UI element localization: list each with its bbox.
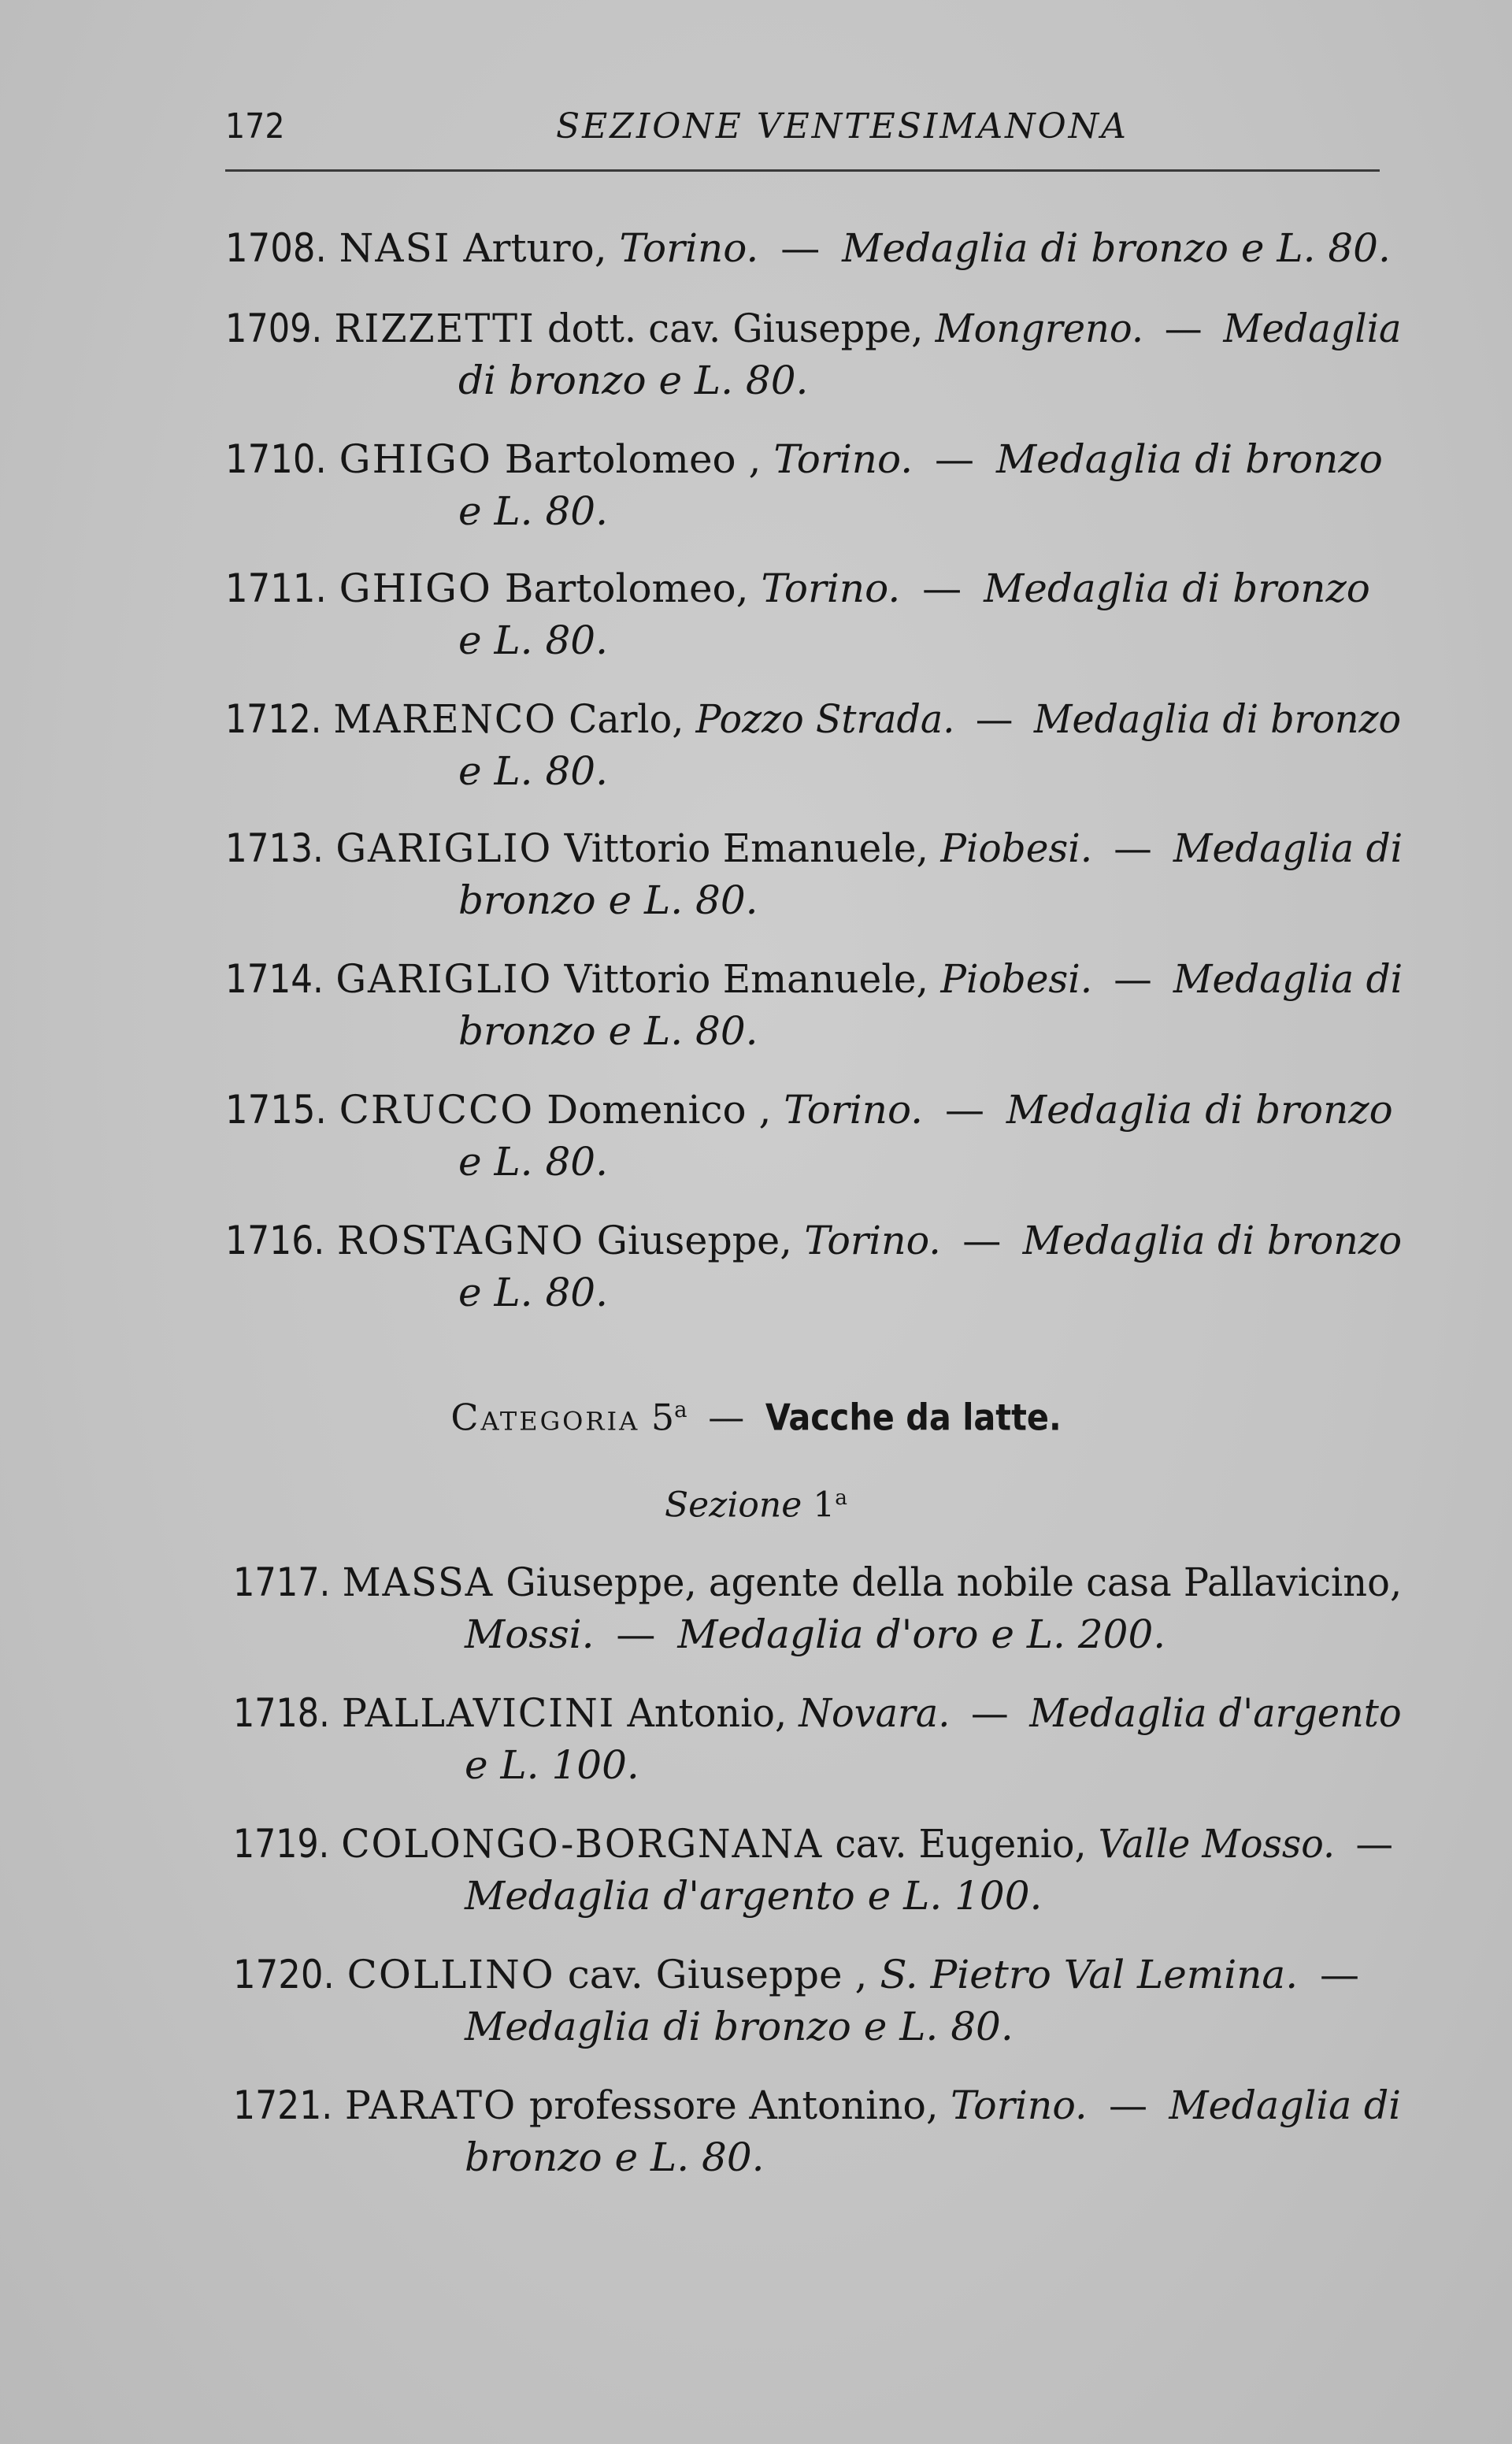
entry-name: ROSTAGNO [336, 1218, 585, 1263]
entry-line-1 [233, 1949, 1369, 2001]
entry-place: Torino. [804, 1218, 941, 1263]
entry-given: professore Antonino, [528, 2082, 939, 2128]
entry-name: MARENCO [333, 696, 557, 742]
entry-line-2: e L. 80. [458, 1139, 608, 1185]
entry-number: 1716. [225, 1218, 325, 1263]
entry-number: 1710. [225, 436, 327, 482]
entry-award: Medaglia d'oro e L. 200. [677, 1611, 1166, 1657]
entry-line-2: bronzo e L. 80. [458, 1008, 758, 1054]
entry-line-1 [225, 222, 1391, 274]
entry-given: Domenico , [547, 1087, 772, 1133]
entry-number: 1720. [233, 1952, 335, 1997]
page-number: 172 [225, 106, 285, 146]
section-heading [0, 1474, 1512, 1530]
category-dash: — [708, 1396, 745, 1439]
entry-line-2: bronzo e L. 80. [458, 877, 758, 923]
entry-line-1 [225, 693, 1401, 745]
entry-place: Mongreno. [935, 306, 1144, 351]
entry-dash: — [780, 225, 821, 271]
section-label: Sezione [664, 1485, 802, 1526]
entry-name: NASI [339, 225, 451, 271]
category-title: Vacche da latte. [765, 1396, 1062, 1439]
entry-line-2: e L. 80. [458, 488, 608, 534]
page-header [225, 102, 1380, 151]
entry-place: Torino. [761, 566, 901, 611]
entry-line-2: e L. 100. [465, 1742, 639, 1788]
entry-place: Torino. [951, 2082, 1088, 2128]
entry-award: Medaglia di bronzo [984, 566, 1370, 611]
entry-place: Pozzo Strada. [695, 696, 955, 742]
entry-given: Giuseppe, [596, 1218, 792, 1263]
entry-dash: — [616, 1611, 656, 1657]
category-number: 5 [650, 1396, 675, 1439]
entry-given: Vittorio Emanuele, [564, 825, 928, 871]
entry-dash: — [970, 1690, 1009, 1736]
entry-award: Medaglia di bronzo [1022, 1218, 1403, 1263]
entry-award: Medaglia d'argento [1029, 1690, 1402, 1736]
entry-line-1 [225, 1215, 1402, 1267]
entry-name: GHIGO [339, 566, 492, 611]
entry-line-2: Medaglia di bronzo e L. 80. [465, 2004, 1014, 2049]
entry-award: Medaglia di [1173, 825, 1403, 871]
entry-place: Torino. [773, 436, 914, 482]
entry-place: Piobesi. [940, 956, 1093, 1002]
entry-number: 1712. [225, 696, 322, 742]
entry-award: Medaglia di bronzo e L. 80. [842, 225, 1391, 271]
entry-dash: — [1164, 306, 1203, 351]
running-head: SEZIONE VENTESIMANONA [556, 106, 1128, 146]
entry-dash: — [1108, 2082, 1148, 2128]
entry-number: 1709. [225, 306, 323, 351]
entry-name: PARATO [344, 2082, 517, 2128]
entry-line-2: bronzo e L. 80. [465, 2134, 765, 2180]
section-number: 1 [813, 1485, 836, 1526]
entry-name: CRUCCO [339, 1087, 535, 1133]
entry-given: Arturo, [463, 225, 607, 271]
entry-award: Medaglia di [1169, 2082, 1401, 2128]
category-heading [0, 1385, 1512, 1442]
entry-given: Giuseppe, agente della nobile casa Pallavicino, [506, 1559, 1403, 1605]
entry-place: Novara. [799, 1690, 951, 1736]
entry-place: Torino. [784, 1087, 924, 1133]
entry-given: cav. Eugenio, [835, 1821, 1087, 1867]
entry-line-1 [233, 2079, 1401, 2131]
entry-given: cav. Giuseppe , [567, 1952, 868, 1997]
entry-number: 1719. [233, 1821, 330, 1867]
entry-line-1 [225, 562, 1370, 614]
entry-line-1 [225, 302, 1402, 354]
entry-number: 1714. [225, 956, 324, 1002]
entry-line-2: e L. 80. [458, 1270, 608, 1315]
entry-name: COLONGO-BORGNANA [341, 1821, 824, 1867]
entry-dash: — [945, 1087, 984, 1133]
entry-name: MASSA [342, 1559, 495, 1605]
entry-place: Torino. [619, 225, 759, 271]
entry-number: 1718. [233, 1690, 330, 1736]
entry-dash: — [1114, 825, 1152, 871]
entry-name: GHIGO [339, 436, 492, 482]
entry-given: dott. cav. Giuseppe, [547, 306, 924, 351]
entry-given: Bartolomeo , [504, 436, 762, 482]
entry-place: Mossi. [465, 1611, 595, 1657]
category-label: Categoria [450, 1396, 640, 1439]
entry-number: 1715. [225, 1087, 327, 1133]
entry-award: Medaglia di bronzo [1033, 696, 1402, 742]
entry-given: Carlo, [569, 696, 684, 742]
entry-line-1 [225, 822, 1403, 874]
entry-line-2: e L. 80. [458, 748, 608, 794]
entry-place: Valle Mosso. [1098, 1821, 1336, 1867]
entry-place: S. Pietro Val Lemina. [880, 1952, 1299, 1997]
entry-award: Medaglia di [1173, 956, 1403, 1002]
entry-given: Bartolomeo, [504, 566, 749, 611]
entry-dash: — [1114, 956, 1152, 1002]
entry-line-2: Medaglia d'argento e L. 100. [465, 1873, 1043, 1919]
entry-dash: — [975, 696, 1014, 742]
entry-place: Piobesi. [940, 825, 1093, 871]
entry-dash: — [935, 436, 975, 482]
entry-line-1 [225, 433, 1383, 485]
entry-line-1 [225, 953, 1403, 1005]
entry-number: 1717. [233, 1559, 331, 1605]
category-number-sup: a [674, 1396, 687, 1422]
entry-line-1 [233, 1687, 1402, 1739]
entry-name: COLLINO [346, 1952, 555, 1997]
entry-line-2: di bronzo e L. 80. [458, 358, 809, 403]
entry-number: 1713. [225, 825, 324, 871]
entry-name: GARIGLIO [335, 956, 553, 1002]
entry-award: Medaglia di bronzo [1006, 1087, 1393, 1133]
entry-number: 1711. [225, 566, 327, 611]
entry-line-1 [233, 1818, 1402, 1870]
entry-dash: — [1320, 1952, 1360, 1997]
entry-name: PALLAVICINI [341, 1690, 616, 1736]
entry-award: Medaglia di bronzo [995, 436, 1383, 482]
header-rule [225, 169, 1380, 172]
entry-award: Medaglia [1223, 306, 1402, 351]
entry-number: 1708. [225, 225, 327, 271]
entry-line-2: e L. 80. [458, 617, 608, 663]
entry-line-1 [225, 1084, 1393, 1136]
entry-line-2 [465, 1608, 1166, 1660]
entry-name: RIZZETTI [334, 306, 536, 351]
entry-dash: — [922, 566, 962, 611]
entry-given: Antonio, [627, 1690, 788, 1736]
entry-dash: — [1355, 1821, 1393, 1867]
entry-line-1 [233, 1556, 1402, 1608]
entry-number: 1721. [233, 2082, 333, 2128]
section-number-sup: a [835, 1485, 848, 1510]
entry-given: Vittorio Emanuele, [564, 956, 928, 1002]
entry-name: GARIGLIO [335, 825, 553, 871]
entry-dash: — [962, 1218, 1002, 1263]
